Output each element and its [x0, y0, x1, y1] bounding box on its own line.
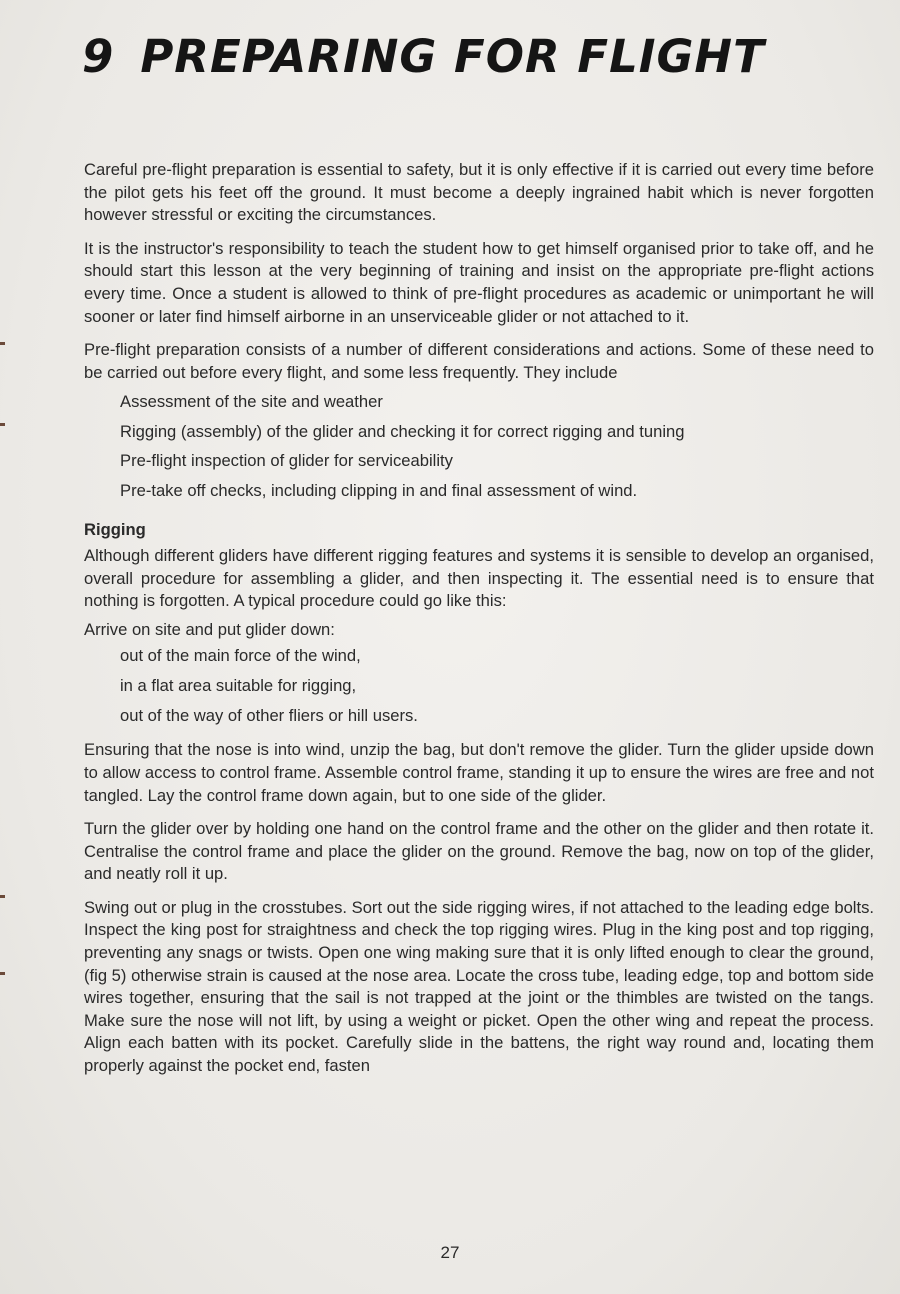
list-item: out of the main force of the wind,: [120, 646, 361, 666]
margin-mark: [0, 342, 5, 345]
paragraph-swing: Swing out or plug in the crosstubes. Sort out the side rigging wires, if not attached to the leading edge bolts. Inspect the king post for straightness and check the top rigging wires. Plug in the king post and top rigging, preventing any snags or twists. Open one wing making sure that it is only lifted enough to clear the ground, (fig 5) otherwise strain is caused at the nose area. Locate the cross tube, leading edge, top and bottom side wires together, ensuring that the sail is not trapped at the joint or the thimbles are twisted on the tangs. Make sure the nose will not lift, by using a weight or picket. Open the other wing and repeat the process. Align each batten with its pocket. Carefully slide in the battens, the right way round and, locating them properly against the pocket end, fasten: [84, 897, 874, 1076]
paragraph-instructor: It is the instructor's responsibility to teach the student how to get himself organised prior to take off, and he should start this lesson at the very beginning of training and insist on the appropriate pre-flight actions every time. Once a student is allowed to think of pre-flight procedures as academic or unimportant he will sooner or later find himself airborne in an unserviceable glider or not attached to it.: [84, 238, 874, 326]
considerations-list: [84, 387, 874, 505]
margin-mark: [0, 972, 5, 975]
chapter-number: 9: [82, 30, 115, 83]
list-item: Assessment of the site and weather: [120, 392, 383, 412]
list-item: out of the way of other fliers or hill users.: [120, 706, 418, 726]
chapter-heading: [82, 30, 872, 83]
list-item: Pre-take off checks, including clipping in and final assessment of wind.: [120, 480, 638, 500]
body-text: [84, 159, 874, 1089]
paragraph-preparation: Pre-flight preparation consists of a number of different considerations and actions. Some of these need to be carried out before every flight, and some less frequently. They include: [84, 340, 874, 382]
paragraph-turn: Turn the glider over by holding one hand on the control frame and the other on the glider and then rotate it. Centralise the control frame and place the glider on the ground. Remove the bag, now on top of the glider, and neatly roll it up.: [84, 819, 874, 884]
location-list: [84, 641, 874, 731]
list-item: in a flat area suitable for rigging,: [120, 676, 357, 696]
section-heading-rigging: Rigging: [84, 520, 146, 540]
paragraph-arrive: Arrive on site and put glider down:: [84, 619, 335, 639]
paragraph-nose: Ensuring that the nose is into wind, unzip the bag, but don't remove the glider. Turn the glider upside down to allow access to control frame. Assemble control frame, standing it up to ensure the wires are free and not tangled. Lay the control frame down again, but to one side of the glider.: [84, 740, 874, 805]
paragraph-rigging-intro: Although different gliders have different rigging features and systems it is sensible to develop an organised, overall procedure for assembling a glider, and then inspecting it. The essential need is to ensure that nothing is forgotten. A typical procedure could go like this:: [84, 545, 874, 611]
list-item: Pre-flight inspection of glider for serviceability: [120, 451, 453, 471]
paragraph-intro: Careful pre-flight preparation is essential to safety, but it is only effective if it is carried out every time before the pilot gets his feet off the ground. It must become a deeply ingrained habit which is never forgotten however stressful or exciting the circumstances.: [84, 160, 874, 225]
chapter-title: PREPARING FOR FLIGHT: [140, 30, 765, 83]
list-item: Rigging (assembly) of the glider and checking it for correct rigging and tuning: [120, 421, 685, 441]
margin-mark: [0, 423, 5, 426]
page-number: 27: [440, 1243, 460, 1262]
margin-mark: [0, 895, 5, 898]
